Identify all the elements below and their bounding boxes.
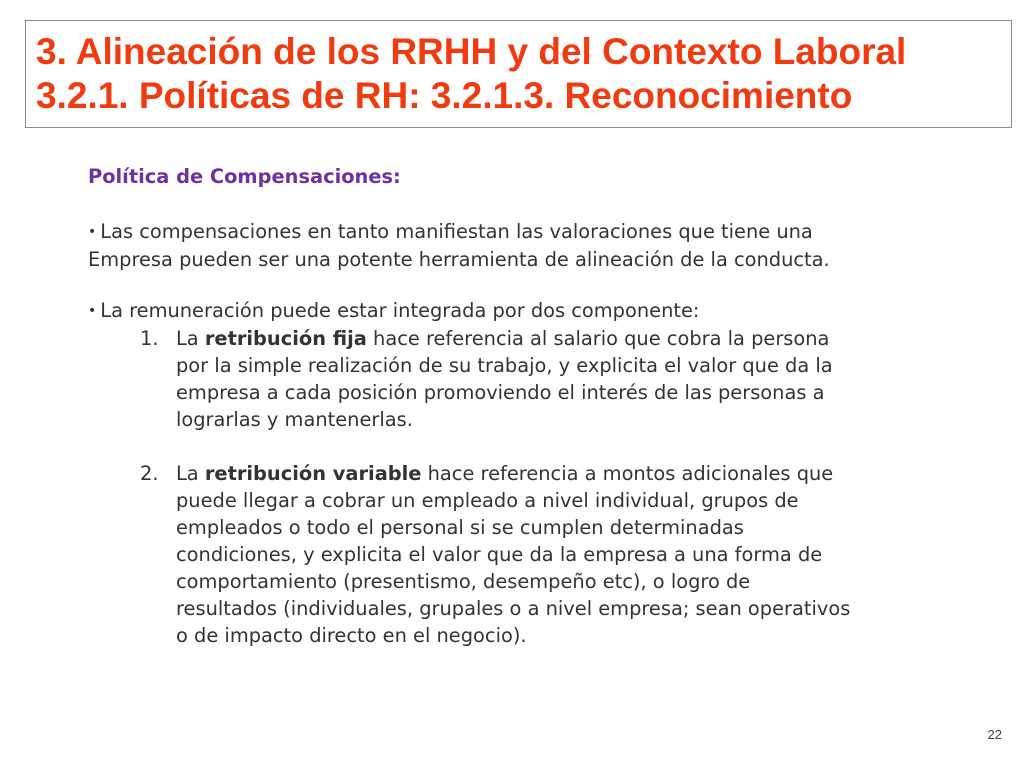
page-number: 22	[987, 727, 1002, 742]
section-heading: Política de Compensaciones:	[88, 165, 401, 188]
list-item-line: comportamiento (presentismo, desempeño etc), o logro de	[176, 570, 751, 593]
bullet-2	[88, 297, 988, 325]
list-item-line: o de impacto directo en el negocio).	[176, 624, 527, 647]
list-item-number: 2.	[140, 462, 159, 485]
slide-title-line-2: 3.2.1. Políticas de RH: 3.2.1.3. Reconocimiento	[36, 75, 853, 116]
slide-content	[88, 163, 988, 649]
bullet-icon: •	[88, 224, 97, 240]
bullet-1	[88, 218, 988, 273]
list-item	[88, 325, 988, 433]
list-item-line: puede llegar a cobrar un empleado a nivel individual, grupos de	[176, 489, 799, 512]
list-item-line: La retribución variable hace referencia a montos adicionales que	[176, 462, 834, 485]
slide-title-line-1: 3. Alineación de los RRHH y del Contexto Laboral	[36, 31, 907, 72]
list-item	[88, 460, 988, 649]
list-item-line: empresa a cada posición promoviendo el interés de las personas a	[176, 381, 825, 404]
list-item-line: empleados o todo el personal si se cumplen determinadas	[176, 516, 744, 539]
bold-term: retribución variable	[204, 462, 422, 485]
bullet-2-line-1: • La remuneración puede estar integrada por dos componente:	[88, 299, 700, 322]
list-item-line: resultados (individuales, grupales o a nivel empresa; sean operativos	[176, 597, 851, 620]
bold-term: retribución fija	[204, 327, 367, 350]
bullet-1-line-2: Empresa pueden ser una potente herramienta de alineación de la conducta.	[88, 248, 830, 271]
title-box	[25, 20, 1012, 128]
list-item-line: La retribución fija hace referencia al salario que cobra la persona	[176, 327, 830, 350]
list-item-line: por la simple realización de su trabajo, y explicita el valor que da la	[176, 354, 833, 377]
bullet-icon: •	[88, 303, 97, 319]
list-item-line: condiciones, y explicita el valor que da la empresa a una forma de	[176, 543, 823, 566]
list-item-number: 1.	[140, 327, 159, 350]
bullet-1-line-1: • Las compensaciones en tanto manifiestan las valoraciones que tiene una	[88, 220, 813, 243]
list-item-line: lograrlas y mantenerlas.	[176, 408, 413, 431]
